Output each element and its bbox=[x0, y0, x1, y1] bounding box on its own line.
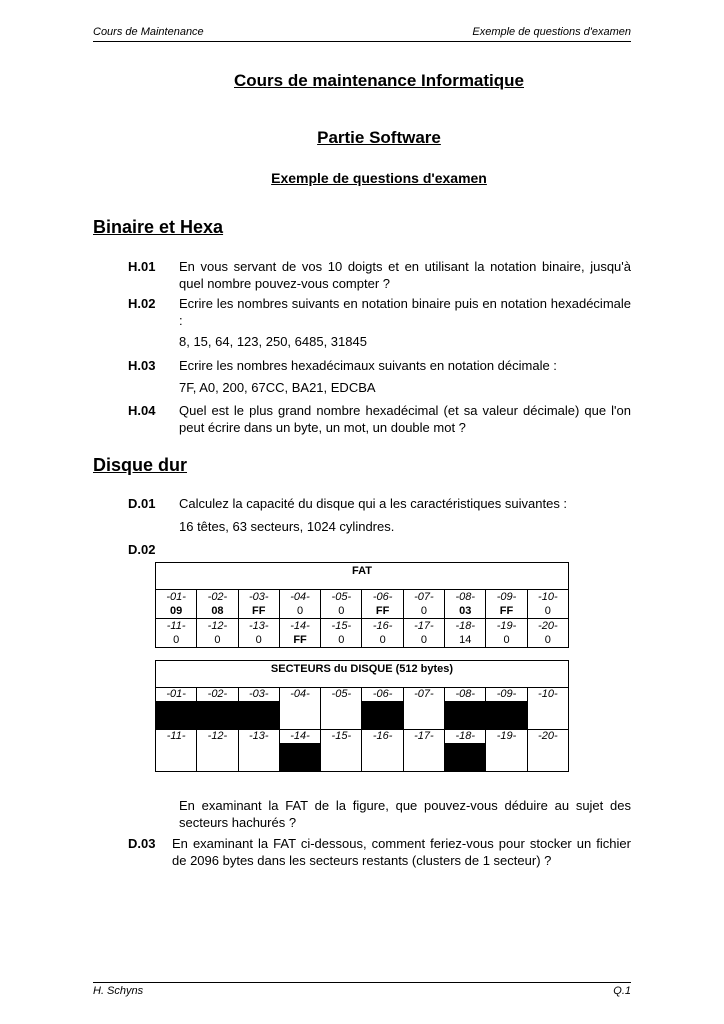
sub-title: Exemple de questions d'examen bbox=[271, 170, 487, 186]
sector-hatched bbox=[486, 701, 527, 730]
sector-label: -18- bbox=[445, 730, 486, 744]
sector-label: -19- bbox=[486, 730, 527, 744]
fat-cell-value: 0 bbox=[379, 634, 386, 646]
footer-right: Q.1 bbox=[613, 985, 631, 997]
fat-cell bbox=[238, 619, 279, 648]
fat-cell-label: -01- bbox=[166, 591, 186, 603]
fat-cell-label: -09- bbox=[496, 591, 517, 603]
fat-cell-value: 0 bbox=[420, 605, 427, 617]
fat-cell bbox=[445, 590, 486, 619]
fat-cell-value: 0 bbox=[338, 634, 345, 646]
sector-label: -15- bbox=[321, 730, 362, 744]
fat-cell bbox=[321, 619, 362, 648]
sectors-table bbox=[155, 660, 569, 772]
sector-free bbox=[486, 743, 527, 772]
section-binaire: Binaire et Hexa bbox=[93, 217, 224, 237]
fat-cell-value: 0 bbox=[503, 634, 510, 646]
question-text-h04: Quel est le plus grand nombre hexadécimal (et sa valeur décimale) que l'on peut écrire dans un byte, un mot, un double mot ? bbox=[179, 403, 631, 435]
fat-cell bbox=[527, 590, 568, 619]
sector-free bbox=[527, 701, 568, 730]
fat-cell-label: -17- bbox=[414, 620, 434, 632]
fat-cell-label: -19- bbox=[496, 620, 517, 632]
fat-cell bbox=[403, 590, 444, 619]
sector-label: -03- bbox=[238, 688, 279, 702]
fat-cell-label: -03- bbox=[248, 591, 269, 603]
sector-free bbox=[403, 743, 444, 772]
sector-free bbox=[362, 743, 403, 772]
fat-cell-label: -05- bbox=[331, 591, 352, 603]
question-text-h02: Ecrire les nombres suivants en notation binaire puis en notation hexadécimale : bbox=[179, 296, 631, 328]
fat-cell bbox=[197, 590, 238, 619]
fat-cell bbox=[527, 619, 568, 648]
sector-label: -08- bbox=[445, 688, 486, 702]
fat-cell-label: -07- bbox=[414, 591, 434, 603]
sector-label: -11- bbox=[156, 730, 197, 744]
fat-cell-label: -10- bbox=[538, 591, 558, 603]
fat-cell bbox=[279, 590, 320, 619]
fat-cell-value: 0 bbox=[214, 634, 221, 646]
sectors-caption: SECTEURS du DISQUE (512 bytes) bbox=[156, 661, 569, 688]
sector-label: -01- bbox=[156, 688, 197, 702]
fat-cell-label: -20- bbox=[538, 620, 558, 632]
fat-cell-value: FF bbox=[252, 605, 266, 617]
sector-label: -06- bbox=[362, 688, 403, 702]
fat-cell-label: -02- bbox=[207, 591, 228, 603]
fat-cell-value: 0 bbox=[420, 634, 427, 646]
sector-label: -20- bbox=[527, 730, 568, 744]
fat-cell-label: -04- bbox=[290, 591, 310, 603]
question-text-d03: En examinant la FAT ci-dessous, comment feriez-vous pour stocker un fichier de 2096 bytes dans les secteurs restants (clusters de 1 secteur) ? bbox=[172, 836, 631, 868]
fat-cell bbox=[156, 590, 197, 619]
sector-label: -09- bbox=[486, 688, 527, 702]
question-number-d03: D.03 bbox=[128, 836, 156, 851]
fat-cell-label: -11- bbox=[166, 620, 186, 632]
fat-cell-value: 03 bbox=[459, 605, 472, 617]
sector-hatched bbox=[238, 701, 279, 730]
question-values-h02: 8, 15, 64, 123, 250, 6485, 31845 bbox=[179, 334, 367, 349]
question-text-h01: En vous servant de vos 10 doigts et en utilisant la notation binaire, jusqu'à quel nombre pouvez-vous compter ? bbox=[179, 259, 631, 291]
sector-label: -04- bbox=[279, 688, 320, 702]
footer-left: H. Schyns bbox=[93, 985, 144, 997]
sector-label: -12- bbox=[197, 730, 238, 744]
fat-cell-value: 08 bbox=[211, 605, 224, 617]
question-text-h03: Ecrire les nombres hexadécimaux suivants en notation décimale : bbox=[179, 358, 557, 373]
question-text-d01: Calculez la capacité du disque qui a les caractéristiques suivantes : bbox=[179, 496, 568, 511]
question-number-h02: H.02 bbox=[128, 296, 156, 311]
fat-cell bbox=[486, 619, 527, 648]
sector-label: -17- bbox=[403, 730, 444, 744]
fat-cell-value: 0 bbox=[544, 634, 551, 646]
sector-label: -05- bbox=[321, 688, 362, 702]
sector-label: -13- bbox=[238, 730, 279, 744]
fat-cell-value: FF bbox=[375, 605, 390, 617]
page-header bbox=[93, 26, 631, 42]
question-values-d01: 16 têtes, 63 secteurs, 1024 cylindres. bbox=[179, 519, 395, 534]
fat-cell-value: 0 bbox=[173, 634, 180, 646]
fat-cell-label: -12- bbox=[207, 620, 228, 632]
sector-label: -02- bbox=[197, 688, 238, 702]
section-disque: Disque dur bbox=[93, 455, 188, 475]
fat-cell-label: -16- bbox=[372, 620, 393, 632]
fat-cell bbox=[279, 619, 320, 648]
fat-cell bbox=[197, 619, 238, 648]
sector-free bbox=[238, 743, 279, 772]
sector-free bbox=[321, 743, 362, 772]
fat-cell-label: -18- bbox=[455, 620, 475, 632]
fat-cell bbox=[403, 619, 444, 648]
sector-free bbox=[156, 743, 197, 772]
sector-label: -07- bbox=[403, 688, 444, 702]
fat-cell bbox=[362, 590, 403, 619]
fat-cell bbox=[362, 619, 403, 648]
sector-label: -16- bbox=[362, 730, 403, 744]
fat-cell-value: 0 bbox=[544, 605, 551, 617]
sector-label: -10- bbox=[527, 688, 568, 702]
question-text-d02: En examinant la FAT de la figure, que pouvez-vous déduire au sujet des secteurs hachurés ? bbox=[179, 798, 631, 830]
question-number-h01: H.01 bbox=[128, 259, 156, 274]
fat-cell-label: -06- bbox=[372, 591, 393, 603]
sector-hatched bbox=[197, 701, 238, 730]
sector-hatched bbox=[445, 701, 486, 730]
fat-cell-value: 14 bbox=[459, 634, 472, 646]
fat-cell-label: -08- bbox=[455, 591, 475, 603]
fat-cell-value: FF bbox=[499, 605, 514, 617]
question-number-h04: H.04 bbox=[128, 403, 156, 418]
fat-cell-value: FF bbox=[293, 634, 307, 646]
fat-cell-value: 0 bbox=[338, 605, 345, 617]
sector-hatched bbox=[445, 743, 486, 772]
main-title: Cours de maintenance Informatique bbox=[234, 71, 524, 90]
part-title: Partie Software bbox=[317, 128, 441, 147]
fat-cell-label: -14- bbox=[290, 620, 310, 632]
sector-free bbox=[403, 701, 444, 730]
sector-free bbox=[279, 701, 320, 730]
fat-cell bbox=[486, 590, 527, 619]
fat-cell bbox=[445, 619, 486, 648]
fat-caption: FAT bbox=[156, 563, 569, 590]
fat-cell-value: 09 bbox=[170, 605, 183, 617]
sector-free bbox=[527, 743, 568, 772]
question-number-d01: D.01 bbox=[128, 496, 156, 511]
fat-cell bbox=[321, 590, 362, 619]
fat-cell-label: -13- bbox=[248, 620, 269, 632]
sector-hatched bbox=[279, 743, 320, 772]
fat-cell-value: 0 bbox=[255, 634, 262, 646]
sector-free bbox=[321, 701, 362, 730]
fat-cell bbox=[238, 590, 279, 619]
header-left: Cours de Maintenance bbox=[93, 26, 204, 38]
sector-hatched bbox=[156, 701, 197, 730]
fat-cell-label: -15- bbox=[331, 620, 352, 632]
page-footer bbox=[93, 982, 631, 1000]
sector-hatched bbox=[362, 701, 403, 730]
question-number-d02: D.02 bbox=[128, 542, 156, 557]
question-number-h03: H.03 bbox=[128, 358, 156, 373]
fat-cell bbox=[156, 619, 197, 648]
sector-label: -14- bbox=[279, 730, 320, 744]
fat-table bbox=[155, 562, 569, 648]
fat-cell-value: 0 bbox=[296, 605, 304, 617]
question-values-h03: 7F, A0, 200, 67CC, BA21, EDCBA bbox=[179, 380, 376, 395]
sector-free bbox=[197, 743, 238, 772]
header-right: Exemple de questions d'examen bbox=[472, 26, 631, 38]
